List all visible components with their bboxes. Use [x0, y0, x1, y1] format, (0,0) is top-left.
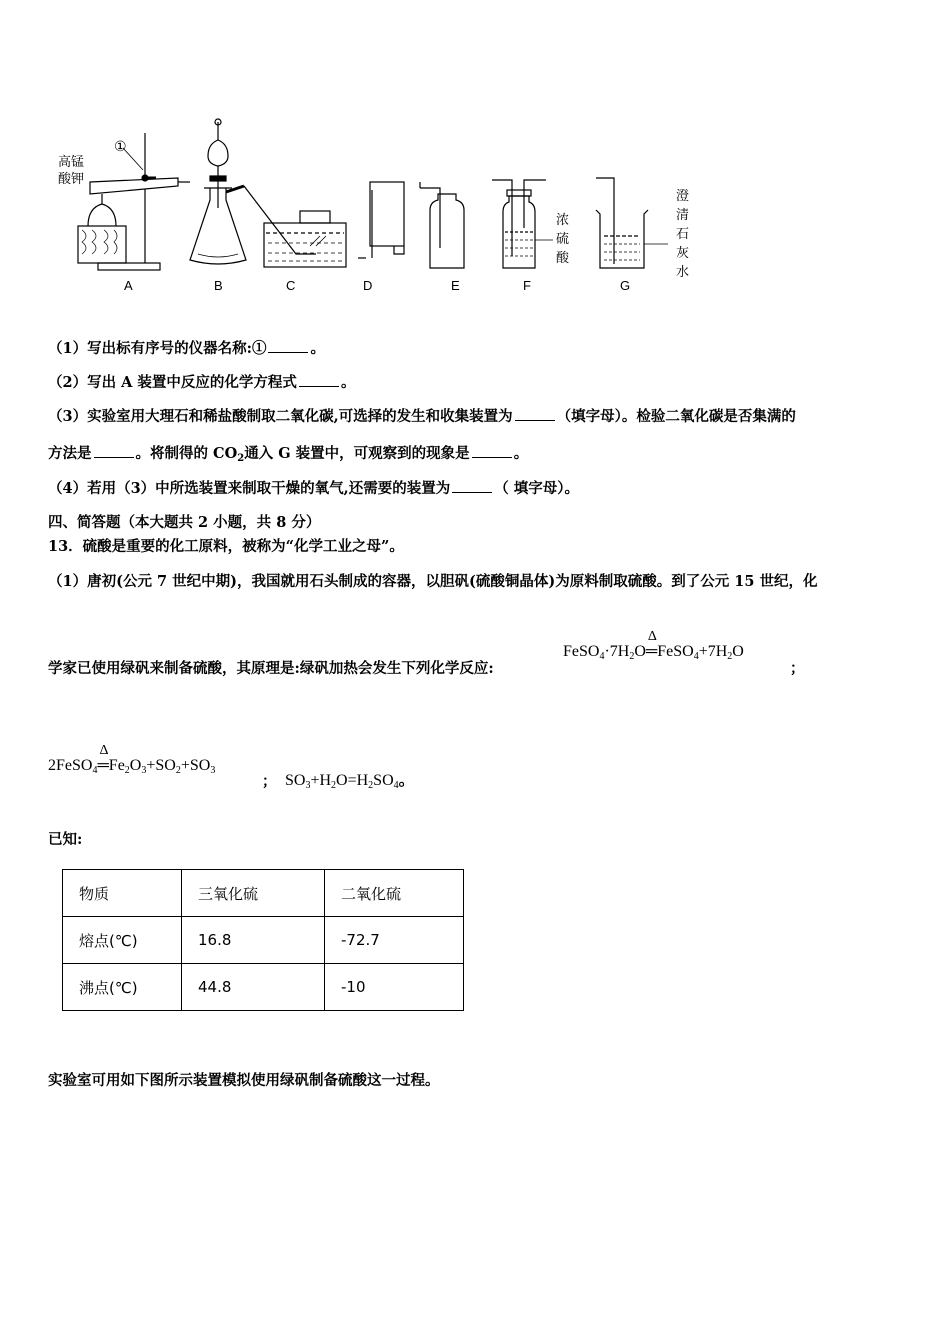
co2-subscript: 2 — [237, 453, 245, 464]
question-3b-mid: 。将制得的 CO — [135, 445, 238, 462]
marker-1: ① — [114, 138, 127, 154]
answer-blank-1[interactable] — [268, 338, 308, 354]
table-cell-so2: -10 — [325, 964, 464, 1011]
label-limewater-1: 澄 — [676, 188, 690, 203]
label-h2so4-2: 硫 — [556, 231, 570, 246]
table-row — [63, 964, 464, 1011]
eq1-right3: O — [732, 643, 744, 660]
letter-d: D — [363, 278, 373, 293]
eq1-sub-a: 4 — [599, 651, 605, 662]
question-3a — [48, 405, 796, 426]
question-3b-end: 。 — [513, 445, 529, 462]
apparatus-b — [190, 119, 246, 264]
letter-b: B — [214, 278, 223, 293]
eq3-sub-c: 2 — [368, 780, 374, 791]
question-4 — [48, 477, 579, 498]
eq2-r4: +SO — [180, 757, 211, 774]
eq3-sub-a: 3 — [305, 780, 311, 791]
eq2-r2: O — [129, 757, 142, 774]
eq3-period: 。 — [398, 772, 415, 789]
eq1-mid2: O — [634, 643, 646, 660]
question-4-end: （ 填字母）。 — [494, 480, 580, 497]
eq1-arrow: Δ ═ — [645, 629, 658, 660]
eq2-sub-b: 2 — [124, 765, 130, 776]
letter-a: A — [124, 278, 133, 293]
known-label: 已知: — [48, 831, 83, 848]
apparatus-c — [244, 186, 346, 267]
eq1-right: FeSO — [657, 643, 694, 660]
eq1-sub-b: 2 — [629, 651, 635, 662]
apparatus-letters — [0, 278, 950, 296]
eq2-delta: Δ — [99, 743, 109, 758]
eq2-sub-c: 3 — [141, 765, 147, 776]
paragraph-2: 学家已使用绿矾来制备硫酸，其原理是:绿矾加热会发生下列化学反应: — [48, 660, 494, 677]
eq1-semicolon: ； — [790, 660, 805, 677]
apparatus-figure — [48, 108, 708, 298]
equation-2 — [48, 743, 216, 776]
label-h2so4-3: 酸 — [556, 250, 570, 265]
table-header-so3: 三氧化硫 — [182, 870, 325, 917]
eq1-sub-c: 4 — [693, 651, 699, 662]
answer-blank-2[interactable] — [299, 372, 339, 388]
eq2-sub-d: 2 — [175, 765, 181, 776]
table-cell-so3: 16.8 — [182, 917, 325, 964]
answer-blank-3b[interactable] — [94, 443, 134, 459]
question-13-title: 13．硫酸是重要的化工原料，被称为“化学工业之母”。 — [48, 538, 404, 555]
eq1-delta: Δ — [647, 629, 657, 644]
apparatus-a — [78, 133, 190, 270]
question-1 — [48, 337, 325, 358]
section-title: 四、简答题（本大题共 2 小题，共 8 分） — [48, 514, 321, 531]
eq2-semicolon: ； — [262, 773, 277, 790]
question-1-end: 。 — [310, 340, 325, 357]
question-1-text: （1）写出标有序号的仪器名称:① — [48, 340, 267, 357]
eq2-sub-e: 3 — [210, 765, 216, 776]
question-2-end: 。 — [340, 374, 356, 391]
question-3b-text: 方法是 — [48, 445, 92, 462]
label-h2so4 — [556, 210, 570, 267]
table-cell-label: 熔点(℃) — [63, 917, 182, 964]
label-limewater — [676, 186, 690, 281]
eq2-sub-a: 4 — [92, 765, 98, 776]
apparatus-d — [358, 182, 404, 258]
table-header-substance: 物质 — [63, 870, 182, 917]
eq3-sub-d: 4 — [393, 780, 399, 791]
label-kmno4-2: 锰 — [71, 154, 85, 169]
equation-3 — [285, 767, 415, 791]
table-cell-so2: -72.7 — [325, 917, 464, 964]
letter-g: G — [620, 278, 631, 293]
apparatus-e — [420, 182, 464, 268]
label-limewater-2: 清 — [676, 207, 690, 222]
label-h2so4-1: 浓 — [556, 212, 570, 227]
table-cell-so3: 44.8 — [182, 964, 325, 1011]
eq3-d: SO — [373, 772, 394, 789]
eq2-r1: Fe — [108, 757, 125, 774]
paragraph-1: （1）唐初(公元 7 世纪中期)，我国就用石头制成的容器，以胆矾(硫酸铜晶体)为原料制取硫酸。到了公元 15 世纪，化 — [48, 573, 818, 590]
equation-1 — [563, 629, 744, 662]
final-paragraph: 实验室可用如下图所示装置模拟使用绿矾制备硫酸这一过程。 — [48, 1072, 440, 1089]
question-2 — [48, 371, 355, 392]
eq1-sub-d: 2 — [727, 651, 733, 662]
eq3-a: SO — [285, 772, 306, 789]
question-2-text: （2）写出 A 装置中反应的化学方程式 — [48, 374, 297, 391]
letter-c: C — [286, 278, 296, 293]
eq3-c: O=H — [336, 772, 369, 789]
letter-f: F — [523, 278, 531, 293]
question-3b-mid2: 通入 G 装置中，可观察到的现象是 — [244, 445, 470, 462]
eq2-left: 2FeSO — [48, 757, 93, 774]
answer-blank-4[interactable] — [452, 478, 492, 494]
table-cell-label: 沸点(℃) — [63, 964, 182, 1011]
label-limewater-3: 石 — [676, 226, 690, 241]
apparatus-g — [596, 178, 668, 268]
eq1-left: FeSO — [563, 643, 600, 660]
table-header-row — [63, 870, 464, 917]
eq1-right2: +7H — [698, 643, 728, 660]
question-4-text: （4）若用（3）中所选装置来制取干燥的氧气,还需要的装置为 — [48, 480, 451, 497]
eq2-arrow: Δ ═ — [97, 743, 109, 774]
eq1-mid: ·7H — [604, 643, 630, 660]
eq3-sub-b: 2 — [331, 780, 337, 791]
eq2-r3: +SO — [146, 757, 176, 774]
apparatus-f — [492, 180, 553, 268]
label-kmno4 — [58, 153, 88, 187]
question-3a-text: （3）实验室用大理石和稀盐酸制取二氧化碳,可选择的发生和收集装置为 — [48, 408, 513, 425]
question-3b — [48, 442, 528, 464]
answer-blank-3c[interactable] — [472, 443, 512, 459]
letter-e: E — [451, 278, 460, 293]
label-kmno4-1: 高 — [58, 154, 72, 169]
eq3-b: +H — [310, 772, 332, 789]
label-limewater-5: 水 — [676, 264, 690, 279]
label-limewater-4: 灰 — [676, 245, 690, 260]
properties-table — [62, 869, 464, 1011]
table-row — [63, 917, 464, 964]
label-kmno4-4: 钾 — [71, 171, 85, 186]
table-header-so2: 二氧化硫 — [325, 870, 464, 917]
label-kmno4-3: 酸 — [58, 171, 72, 186]
question-3a-end: （填字母）。检验二氧化碳是否集满的 — [556, 408, 796, 425]
answer-blank-3a[interactable] — [515, 406, 555, 422]
